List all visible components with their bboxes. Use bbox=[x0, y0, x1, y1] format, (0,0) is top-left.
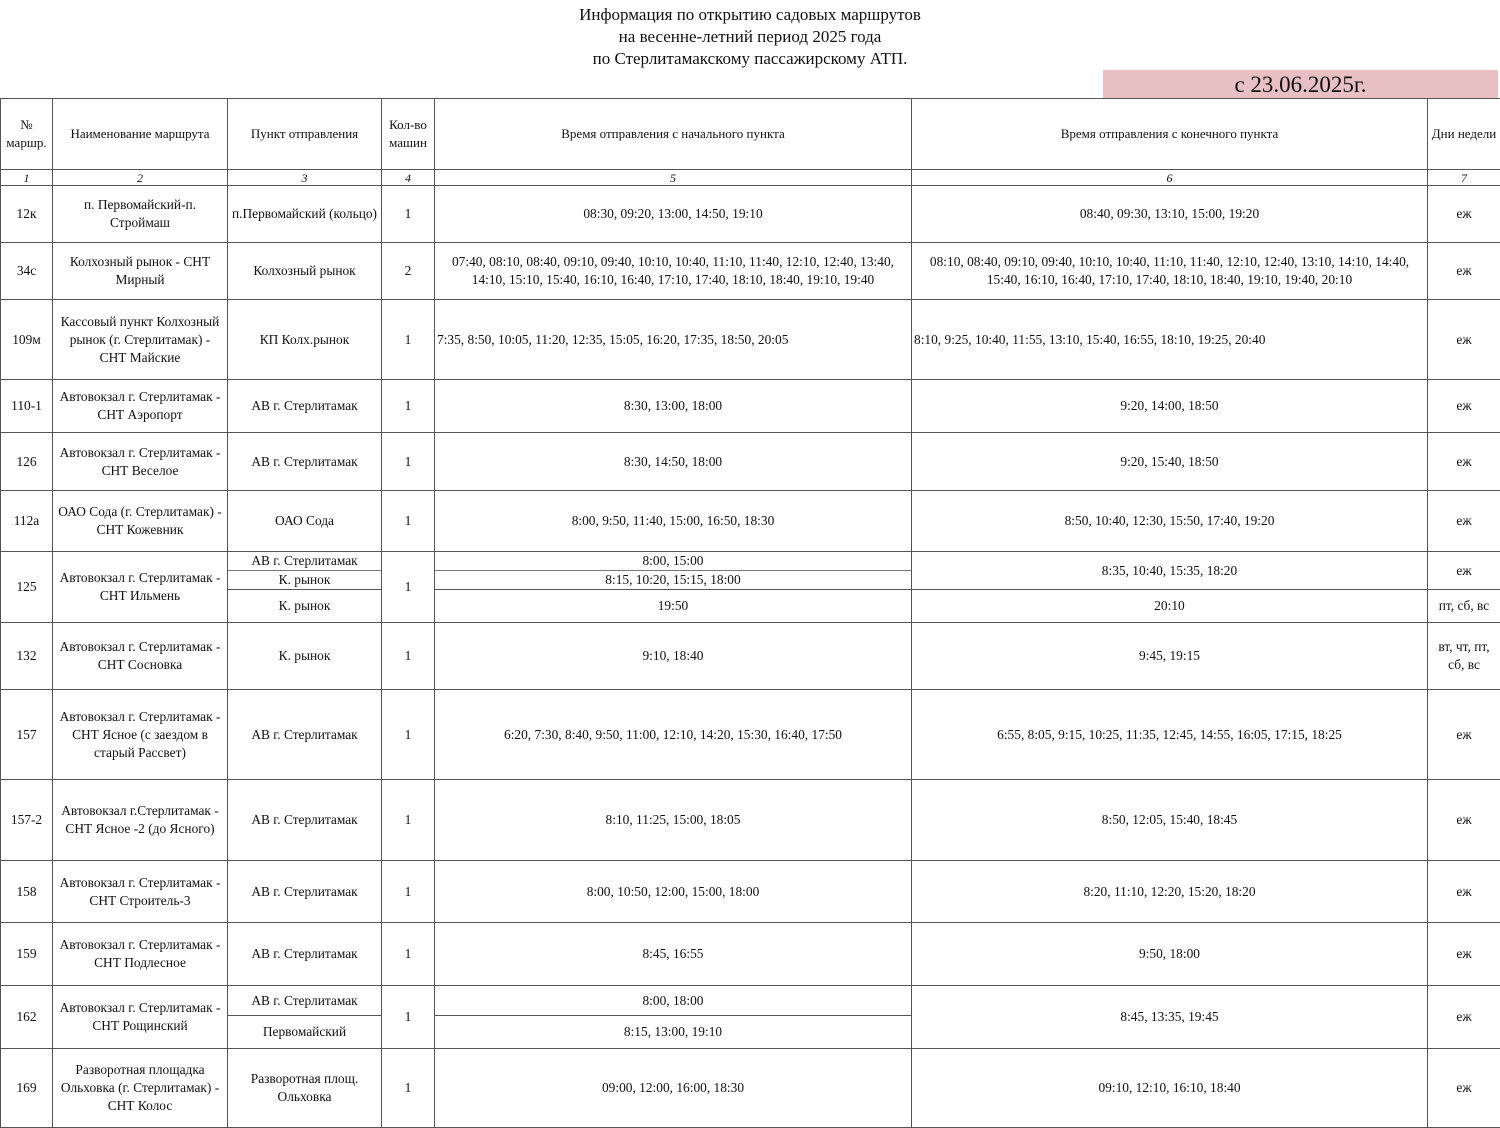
vehicle-count: 1 bbox=[382, 623, 435, 690]
table-row bbox=[1, 623, 1500, 690]
table-row bbox=[1, 1049, 1500, 1128]
route-number: 162 bbox=[1, 986, 53, 1049]
column-number: 5 bbox=[435, 170, 912, 186]
table-row bbox=[1, 552, 1500, 590]
departure-point-b: К. рынок bbox=[228, 571, 381, 589]
header-departure-point: Пункт отправления bbox=[228, 99, 382, 170]
table-row bbox=[1, 186, 1500, 243]
column-number: 3 bbox=[228, 170, 382, 186]
start-times: 8:30, 13:00, 18:00 bbox=[435, 380, 912, 433]
departure-point: Первомайский bbox=[228, 1016, 382, 1049]
weekdays: еж bbox=[1428, 923, 1500, 986]
vehicle-count: 1 bbox=[382, 780, 435, 861]
table-row bbox=[1, 243, 1500, 300]
weekdays: еж bbox=[1428, 986, 1500, 1049]
end-times: 8:35, 10:40, 15:35, 18:20 bbox=[912, 552, 1428, 590]
vehicle-count: 1 bbox=[382, 690, 435, 780]
start-times: 19:50 bbox=[435, 590, 912, 623]
end-times: 8:10, 9:25, 10:40, 11:55, 13:10, 15:40, 16:55, 18:10, 19:25, 20:40 bbox=[912, 300, 1428, 380]
start-times: 8:00, 9:50, 11:40, 15:00, 16:50, 18:30 bbox=[435, 491, 912, 552]
weekdays: вт, чт, пт, сб, вс bbox=[1428, 623, 1500, 690]
route-name: Кассовый пункт Колхозный рынок (г. Стерлитамак) - СНТ Майские bbox=[53, 300, 228, 380]
start-times: 9:10, 18:40 bbox=[435, 623, 912, 690]
start-times bbox=[435, 552, 912, 590]
departure-point: АВ г. Стерлитамак bbox=[228, 861, 382, 923]
route-name: Колхозный рынок - СНТ Мирный bbox=[53, 243, 228, 300]
weekdays: еж bbox=[1428, 690, 1500, 780]
route-number: 158 bbox=[1, 861, 53, 923]
vehicle-count: 1 bbox=[382, 552, 435, 623]
route-name: Автовокзал г. Стерлитамак - СНТ Ильмень bbox=[53, 552, 228, 623]
route-name: Автовокзал г. Стерлитамак - СНТ Подлесное bbox=[53, 923, 228, 986]
start-times: 8:00, 18:00 bbox=[435, 986, 912, 1016]
table-row bbox=[1, 861, 1500, 923]
title-line-1: Информация по открытию садовых маршрутов bbox=[0, 4, 1500, 26]
start-times: 8:00, 10:50, 12:00, 15:00, 18:00 bbox=[435, 861, 912, 923]
column-number-row bbox=[1, 170, 1500, 186]
document-title bbox=[0, 4, 1500, 70]
route-name: Автовокзал г. Стерлитамак - СНТ Веселое bbox=[53, 433, 228, 491]
start-times-a: 8:00, 15:00 bbox=[435, 552, 911, 571]
weekdays: еж bbox=[1428, 861, 1500, 923]
route-name: Автовокзал г. Стерлитамак - СНТ Строитель-3 bbox=[53, 861, 228, 923]
departure-point-a: АВ г. Стерлитамак bbox=[228, 552, 381, 571]
end-times: 9:20, 15:40, 18:50 bbox=[912, 433, 1428, 491]
column-number: 7 bbox=[1428, 170, 1500, 186]
start-times: 07:40, 08:10, 08:40, 09:10, 09:40, 10:10, 10:40, 11:10, 11:40, 12:10, 12:40, 13:40, 14:10, 15:10, 15:40, 16:10, 16:40, 17:10, 17:40, 18:10, 18:40, 19:10, 19:40 bbox=[435, 243, 912, 300]
departure-point: АВ г. Стерлитамак bbox=[228, 780, 382, 861]
title-line-3: по Стерлитамакскому пассажирскому АТП. bbox=[0, 48, 1500, 70]
end-times: 8:45, 13:35, 19:45 bbox=[912, 986, 1428, 1049]
route-number: 109м bbox=[1, 300, 53, 380]
table-row bbox=[1, 690, 1500, 780]
route-number: 132 bbox=[1, 623, 53, 690]
vehicle-count: 1 bbox=[382, 861, 435, 923]
departure-point: АВ г. Стерлитамак bbox=[228, 986, 382, 1016]
start-times-b: 8:15, 10:20, 15:15, 18:00 bbox=[435, 571, 911, 589]
weekdays: еж bbox=[1428, 243, 1500, 300]
column-number: 4 bbox=[382, 170, 435, 186]
column-number: 2 bbox=[53, 170, 228, 186]
header-vehicle-count: Кол-во машин bbox=[382, 99, 435, 170]
weekdays: еж bbox=[1428, 552, 1500, 590]
departure-point: Колхозный рынок bbox=[228, 243, 382, 300]
end-times: 6:55, 8:05, 9:15, 10:25, 11:35, 12:45, 14:55, 16:05, 17:15, 18:25 bbox=[912, 690, 1428, 780]
table-row bbox=[1, 433, 1500, 491]
route-number: 169 bbox=[1, 1049, 53, 1128]
start-times: 09:00, 12:00, 16:00, 18:30 bbox=[435, 1049, 912, 1128]
route-number: 125 bbox=[1, 552, 53, 623]
end-times: 08:40, 09:30, 13:10, 15:00, 19:20 bbox=[912, 186, 1428, 243]
vehicle-count: 2 bbox=[382, 243, 435, 300]
route-name: Автовокзал г. Стерлитамак - СНТ Ясное (с заездом в старый Рассвет) bbox=[53, 690, 228, 780]
start-times: 6:20, 7:30, 8:40, 9:50, 11:00, 12:10, 14:20, 15:30, 16:40, 17:50 bbox=[435, 690, 912, 780]
end-times: 8:50, 12:05, 15:40, 18:45 bbox=[912, 780, 1428, 861]
weekdays: еж bbox=[1428, 1049, 1500, 1128]
departure-point: Разворотная площ. Ольховка bbox=[228, 1049, 382, 1128]
route-name: Автовокзал г. Стерлитамак - СНТ Рощинский bbox=[53, 986, 228, 1049]
departure-point: АВ г. Стерлитамак bbox=[228, 923, 382, 986]
vehicle-count: 1 bbox=[382, 380, 435, 433]
start-times: 8:10, 11:25, 15:00, 18:05 bbox=[435, 780, 912, 861]
table-row bbox=[1, 491, 1500, 552]
vehicle-count: 1 bbox=[382, 433, 435, 491]
effective-date-badge: с 23.06.2025г. bbox=[1103, 70, 1498, 98]
header-weekdays: Дни недели bbox=[1428, 99, 1500, 170]
departure-point: К. рынок bbox=[228, 623, 382, 690]
departure-point: КП Колх.рынок bbox=[228, 300, 382, 380]
weekdays: еж bbox=[1428, 380, 1500, 433]
route-number: 157-2 bbox=[1, 780, 53, 861]
end-times: 20:10 bbox=[912, 590, 1428, 623]
title-line-2: на весенне-летний период 2025 года bbox=[0, 26, 1500, 48]
schedule-table bbox=[0, 98, 1500, 1128]
vehicle-count: 1 bbox=[382, 186, 435, 243]
table-row bbox=[1, 780, 1500, 861]
route-name: Автовокзал г. Стерлитамак - СНТ Сосновка bbox=[53, 623, 228, 690]
end-times: 9:45, 19:15 bbox=[912, 623, 1428, 690]
vehicle-count: 1 bbox=[382, 491, 435, 552]
end-times: 8:20, 11:10, 12:20, 15:20, 18:20 bbox=[912, 861, 1428, 923]
weekdays: еж bbox=[1428, 491, 1500, 552]
table-row bbox=[1, 300, 1500, 380]
start-times: 8:45, 16:55 bbox=[435, 923, 912, 986]
vehicle-count: 1 bbox=[382, 986, 435, 1049]
weekdays: еж bbox=[1428, 433, 1500, 491]
table-row bbox=[1, 986, 1500, 1016]
weekdays: еж bbox=[1428, 300, 1500, 380]
start-times: 8:15, 13:00, 19:10 bbox=[435, 1016, 912, 1049]
departure-point: ОАО Сода bbox=[228, 491, 382, 552]
route-number: 159 bbox=[1, 923, 53, 986]
departure-point: п.Первомайский (кольцо) bbox=[228, 186, 382, 243]
departure-point: АВ г. Стерлитамак bbox=[228, 690, 382, 780]
header-time-end: Время отправления с конечного пункта bbox=[912, 99, 1428, 170]
end-times: 9:50, 18:00 bbox=[912, 923, 1428, 986]
route-name: п. Первомайский-п. Строймаш bbox=[53, 186, 228, 243]
route-number: 112а bbox=[1, 491, 53, 552]
route-number: 157 bbox=[1, 690, 53, 780]
table-row bbox=[1, 923, 1500, 986]
header-row bbox=[1, 99, 1500, 170]
route-name: ОАО Сода (г. Стерлитамак) - СНТ Кожевник bbox=[53, 491, 228, 552]
start-times: 8:30, 14:50, 18:00 bbox=[435, 433, 912, 491]
header-route-number: № маршр. bbox=[1, 99, 53, 170]
departure-point: АВ г. Стерлитамак bbox=[228, 380, 382, 433]
route-number: 110-1 bbox=[1, 380, 53, 433]
table-row bbox=[1, 380, 1500, 433]
route-number: 34с bbox=[1, 243, 53, 300]
weekdays: еж bbox=[1428, 186, 1500, 243]
vehicle-count: 1 bbox=[382, 300, 435, 380]
start-times: 08:30, 09:20, 13:00, 14:50, 19:10 bbox=[435, 186, 912, 243]
column-number: 6 bbox=[912, 170, 1428, 186]
header-route-name: Наименование маршрута bbox=[53, 99, 228, 170]
departure-point: АВ г. Стерлитамак bbox=[228, 433, 382, 491]
route-number: 12к bbox=[1, 186, 53, 243]
route-name: Автовокзал г. Стерлитамак - СНТ Аэропорт bbox=[53, 380, 228, 433]
departure-point bbox=[228, 552, 382, 590]
departure-point: К. рынок bbox=[228, 590, 382, 623]
end-times: 08:10, 08:40, 09:10, 09:40, 10:10, 10:40, 11:10, 11:40, 12:10, 12:40, 13:10, 14:10, 14:40, 15:40, 16:10, 16:40, 17:10, 17:40, 18:10, 18:40, 19:10, 19:40, 20:10 bbox=[912, 243, 1428, 300]
weekdays: еж bbox=[1428, 780, 1500, 861]
vehicle-count: 1 bbox=[382, 923, 435, 986]
route-number: 126 bbox=[1, 433, 53, 491]
route-name: Разворотная площадка Ольховка (г. Стерлитамак) - СНТ Колос bbox=[53, 1049, 228, 1128]
column-number: 1 bbox=[1, 170, 53, 186]
end-times: 9:20, 14:00, 18:50 bbox=[912, 380, 1428, 433]
end-times: 09:10, 12:10, 16:10, 18:40 bbox=[912, 1049, 1428, 1128]
route-name: Автовокзал г.Стерлитамак - СНТ Ясное -2 (до Ясного) bbox=[53, 780, 228, 861]
end-times: 8:50, 10:40, 12:30, 15:50, 17:40, 19:20 bbox=[912, 491, 1428, 552]
header-time-start: Время отправления с начального пункта bbox=[435, 99, 912, 170]
vehicle-count: 1 bbox=[382, 1049, 435, 1128]
weekdays: пт, сб, вс bbox=[1428, 590, 1500, 623]
start-times: 7:35, 8:50, 10:05, 11:20, 12:35, 15:05, 16:20, 17:35, 18:50, 20:05 bbox=[435, 300, 912, 380]
